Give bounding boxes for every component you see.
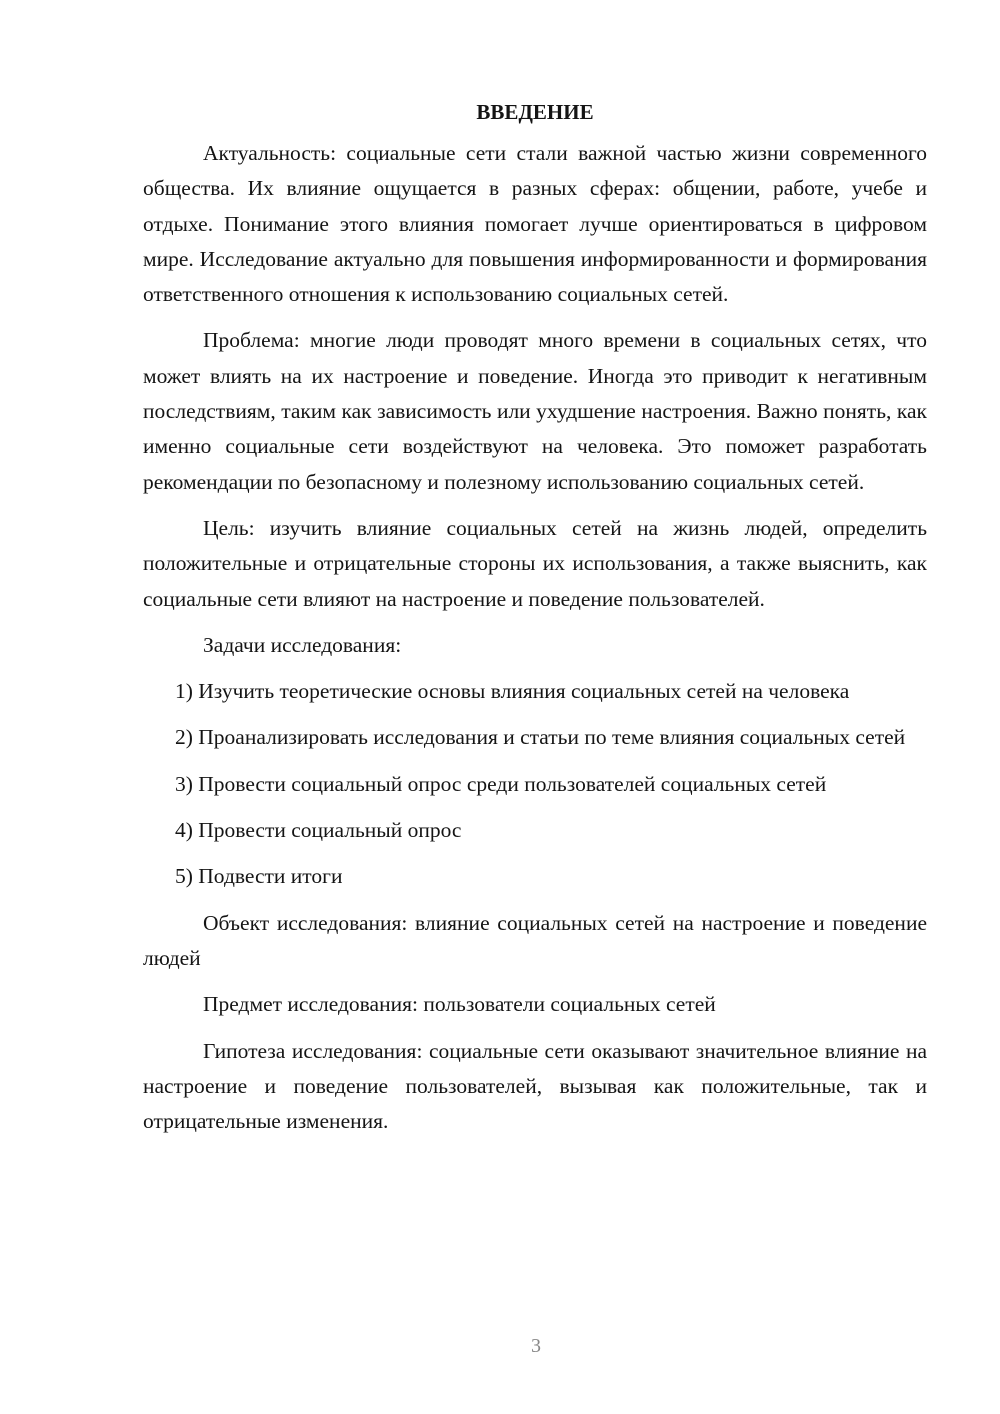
task-item-1: 1) Изучить теоретические основы влияния социальных сетей на человека <box>175 679 850 704</box>
paragraph-relevance: Актуальность: социальные сети стали важной частью жизни современного общества. Их влияние ощущается в разных сферах: общении, работе, учебе и отдыхе. Понимание этого влияния помогает лучше ориентироваться в цифровом мире. Исследование актуально для повышения информированности и формирования ответственного отношения к использованию социальных сетей. <box>143 141 927 307</box>
tasks-heading: Задачи исследования: <box>203 632 402 657</box>
paragraph-goal: Цель: изучить влияние социальных сетей на жизнь людей, определить положительные и отрицательные стороны их использования, а также выяснить, как социальные сети влияют на настроение и поведение пользователей. <box>143 515 927 611</box>
page-number: 3 <box>531 1335 541 1357</box>
paragraph-problem: Проблема: многие люди проводят много времени в социальных сетях, что может влиять на их настроение и поведение. Иногда это приводит к негативным последствиям, таким как зависимость или ухудшение настроения. Важно понять, как именно социальные сети воздействуют на человека. Это поможет разработать рекомендации по безопасному и полезному использованию социальных сетей. <box>143 328 927 494</box>
paragraph-object: Объект исследования: влияние социальных сетей на настроение и поведение людей <box>143 910 927 970</box>
paragraph-subject: Предмет исследования: пользователи социальных сетей <box>203 992 716 1017</box>
task-item-5: 5) Подвести итоги <box>175 864 343 889</box>
task-item-3: 3) Провести социальный опрос среди пользователей социальных сетей <box>175 771 827 796</box>
section-title: ВВЕДЕНИЕ <box>476 100 594 124</box>
paragraph-hypothesis: Гипотеза исследования: социальные сети оказывают значительное влияние на настроение и поведение пользователей, вызывая как положительные, так и отрицательные изменения. <box>143 1038 927 1134</box>
task-item-2: 2) Проанализировать исследования и статьи по теме влияния социальных сетей <box>175 725 906 750</box>
page-content <box>143 95 927 1150</box>
task-item-4: 4) Провести социальный опрос <box>175 818 462 843</box>
